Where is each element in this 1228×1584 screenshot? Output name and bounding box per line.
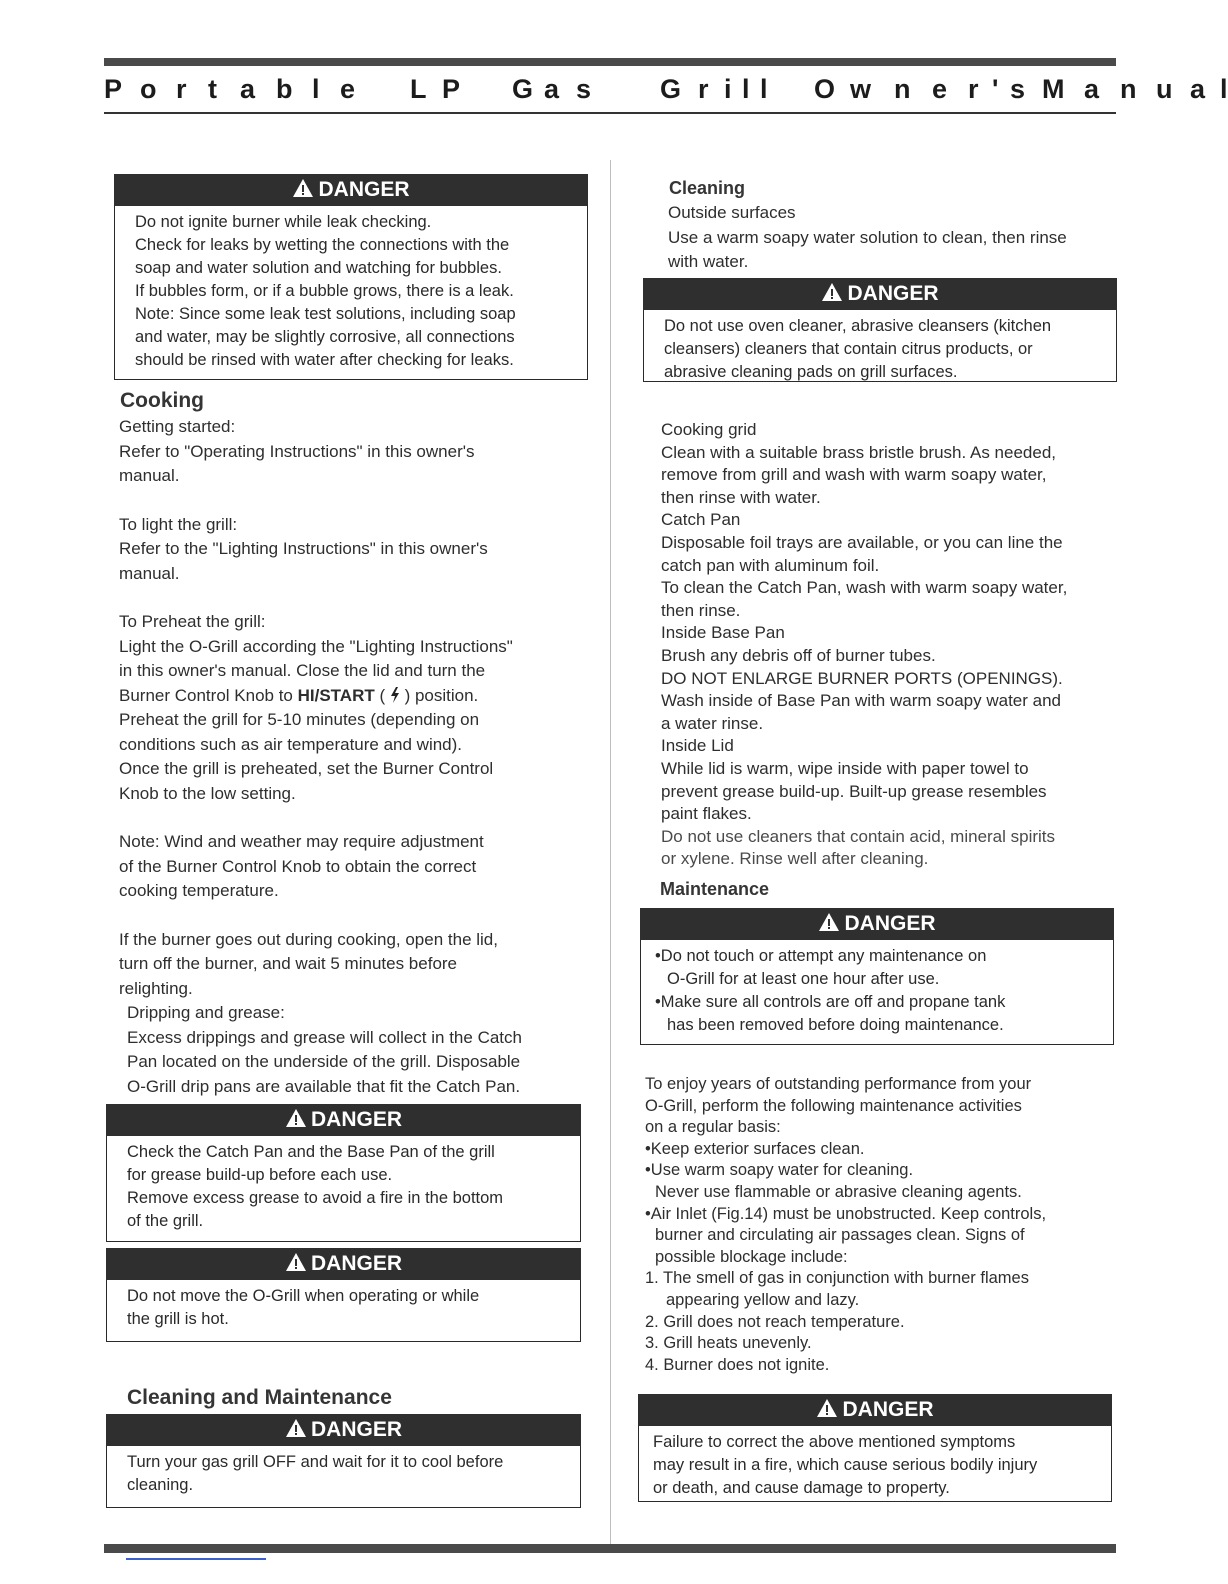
danger-box-grease (106, 1104, 581, 1242)
maintenance-heading: Maintenance (660, 879, 770, 899)
text-line: If the burner goes out during cooking, open the lid, (119, 929, 498, 949)
cleaning-heading: Cleaning (669, 178, 746, 198)
danger-line: O-Grill for at least one hour after use. (667, 970, 940, 988)
header-letter: b (276, 74, 293, 104)
text-line: Getting started: (119, 417, 236, 436)
list-item: 2. Grill does not reach temperature. (645, 1312, 905, 1331)
danger-line: for grease build-up before each use. (127, 1166, 393, 1184)
text-line: To light the grill: (119, 514, 238, 534)
header-letter: n (1120, 74, 1137, 104)
danger-line: of the grill. (127, 1212, 204, 1230)
text-line: on a regular basis: (645, 1118, 781, 1137)
header-letter: r (968, 74, 979, 104)
danger-header (638, 1394, 1112, 1426)
header-letter: l (760, 74, 768, 104)
danger-line: Failure to correct the above mentioned symptoms (653, 1433, 1016, 1451)
header-letter: a (544, 74, 560, 104)
text-line: with water. (668, 252, 749, 271)
header-letter: e (340, 74, 356, 104)
danger-header (106, 1104, 581, 1136)
text-line: O-Grill drip pans are available that fit the Catch Pan. (127, 1076, 521, 1096)
danger-header (643, 278, 1117, 310)
warning-triangle-icon (818, 912, 840, 932)
text-line: Note: Wind and weather may require adjustment (119, 832, 484, 851)
text-line: cooking temperature. (119, 881, 279, 900)
warning-triangle-icon (285, 1418, 307, 1438)
text-line: turn off the burner, and wait 5 minutes before (119, 954, 458, 973)
text-line: paint flakes. (661, 804, 752, 824)
text-line: •Air Inlet (Fig.14) must be unobstructed. Keep controls, (645, 1204, 1047, 1223)
cleaning-maintenance-heading: Cleaning and Maintenance (127, 1386, 392, 1409)
text-line: Disposable foil trays are available, or you can line the (661, 532, 1063, 552)
text-line: Pan located on the underside of the grill. Disposable (127, 1052, 521, 1071)
header-letter: r (698, 74, 709, 104)
danger-box-maintenance (640, 908, 1114, 1045)
header-letter: s (1010, 74, 1026, 104)
danger-line: may result in a fire, which cause serious bodily injury (653, 1456, 1038, 1474)
warning-triangle-icon (816, 1398, 838, 1418)
text-line (119, 684, 589, 709)
text-line: Knob to the low setting. (119, 783, 296, 803)
danger-line: the grill is hot. (127, 1310, 229, 1328)
danger-line: abrasive cleaning pads on grill surfaces. (664, 363, 958, 381)
text-line: Light the O-Grill according the "Lighting Instructions" (119, 636, 513, 656)
text-line: Outside surfaces (668, 203, 796, 222)
danger-label: DANGER (844, 912, 936, 935)
header-letter: ' (992, 74, 999, 104)
text-line: or xylene. Rinse well after cleaning. (661, 849, 929, 869)
warning-triangle-icon (285, 1108, 307, 1128)
header-letter: i (724, 74, 732, 104)
text-line: •Use warm soapy water for cleaning. (645, 1161, 914, 1180)
text-line: Inside Base Pan (661, 623, 785, 643)
danger-line: Remove excess grease to avoid a fire in the bottom (127, 1189, 504, 1207)
header-letter: a (1084, 74, 1100, 104)
lightning-bolt-icon (390, 687, 400, 703)
cooking-heading: Cooking (120, 389, 204, 412)
header-letter: l (1220, 74, 1228, 104)
header-letter: P (104, 74, 123, 104)
text-line: of the Burner Control Knob to obtain the correct (119, 856, 477, 876)
text-line: Dripping and grease: (127, 1003, 285, 1022)
cooking-text (119, 415, 589, 1099)
header-letter: t (208, 74, 217, 104)
danger-line: Note: Since some leak test solutions, including soap (135, 305, 516, 323)
text-span: ) position. (399, 685, 479, 705)
header-letter: s (576, 74, 592, 104)
danger-label: DANGER (318, 178, 410, 201)
top-rule-bar (104, 58, 1116, 66)
text-line: then rinse. (661, 600, 741, 620)
column-divider (610, 160, 611, 1550)
danger-line: Do not move the O-Grill when operating or while (127, 1287, 480, 1305)
header-letter: L (410, 74, 427, 104)
danger-box-leak-check (114, 174, 588, 380)
danger-label: DANGER (310, 1418, 402, 1441)
danger-line: cleansers) cleaners that contain citrus products, or (664, 340, 1033, 358)
danger-body (107, 1280, 580, 1331)
danger-line: soap and water solution and watching for bubbles. (135, 259, 502, 277)
header-letter: a (1190, 74, 1206, 104)
text-line: Refer to the "Lighting Instructions" in this owner's (119, 539, 488, 558)
danger-body (641, 940, 1113, 1037)
danger-header (114, 174, 588, 206)
text-line: To enjoy years of outstanding performance from your (645, 1075, 1032, 1093)
list-item: 3. Grill heats unevenly. (645, 1334, 812, 1353)
warning-triangle-icon (285, 1252, 307, 1272)
cleaning-detail-text (661, 419, 1121, 871)
text-line: Refer to "Operating Instructions" in this owner's (119, 441, 475, 461)
text-line: relighting. (119, 978, 193, 998)
text-span: ( (374, 685, 390, 705)
header-letter: o (140, 74, 157, 104)
warning-triangle-icon (821, 282, 843, 302)
danger-line: Do not use oven cleaner, abrasive cleansers (kitchen (664, 317, 1052, 335)
danger-line: has been removed before doing maintenance. (667, 1016, 1004, 1034)
danger-body (639, 1426, 1111, 1500)
danger-box-cool (106, 1414, 581, 1508)
header-letter: e (932, 74, 948, 104)
text-line: remove from grill and wash with warm soapy water, (661, 465, 1047, 485)
maintenance-text (645, 1074, 1120, 1376)
text-line: manual. (119, 563, 180, 583)
text-line: burner and circulating air passages clean. Signs of (655, 1226, 1025, 1245)
bottom-accent-line (126, 1558, 266, 1560)
text-line: Cooking grid (661, 420, 757, 439)
danger-body (107, 1446, 580, 1497)
header-letter: w (850, 74, 872, 104)
danger-body (107, 1136, 580, 1233)
danger-line: Do not ignite burner while leak checking. (135, 213, 432, 231)
text-line: •Keep exterior surfaces clean. (645, 1139, 865, 1158)
text-line: possible blockage include: (655, 1247, 848, 1266)
text-line: Inside Lid (661, 736, 734, 756)
text-line: manual. (119, 466, 180, 485)
text-line: Never use flammable or abrasive cleaning agents. (655, 1182, 1022, 1201)
header-letter: O (814, 74, 836, 104)
header-letter: G (512, 74, 534, 104)
text-line: While lid is warm, wipe inside with paper towel to (661, 758, 1029, 778)
text-line: Brush any debris off of burner tubes. (661, 645, 936, 665)
text-line: Clean with a suitable brass bristle brush. As needed, (661, 442, 1057, 462)
text-line: Use a warm soapy water solution to clean, then rinse (668, 227, 1067, 247)
header-letter: P (442, 74, 461, 104)
text-line: Once the grill is preheated, set the Burner Control (119, 759, 494, 778)
text-span: Burner Control Knob to (119, 685, 298, 705)
danger-label: DANGER (842, 1398, 934, 1421)
text-line: To Preheat the grill: (119, 612, 266, 631)
danger-line: •Do not touch or attempt any maintenance on (655, 947, 987, 965)
danger-label: DANGER (310, 1108, 402, 1131)
text-line: Excess drippings and grease will collect in the Catch (127, 1027, 522, 1047)
header-letter: a (240, 74, 256, 104)
danger-line: cleaning. (127, 1476, 194, 1494)
header-letter: G (660, 74, 682, 104)
danger-header (640, 908, 1114, 940)
page-header-title (104, 74, 1228, 108)
danger-body (115, 206, 587, 372)
danger-body (644, 310, 1116, 384)
text-line: catch pan with aluminum foil. (661, 555, 880, 575)
text-line: then rinse with water. (661, 487, 821, 507)
header-letter: l (312, 74, 320, 104)
header-letter: n (894, 74, 911, 104)
danger-box-oven-cleaner (643, 278, 1117, 382)
danger-line: Check for leaks by wetting the connections with the (135, 236, 510, 254)
text-line: a water rinse. (661, 713, 764, 733)
header-letter: u (1156, 74, 1173, 104)
danger-label: DANGER (310, 1252, 402, 1275)
danger-line: or death, and cause damage to property. (653, 1479, 950, 1497)
text-line: Do not use cleaners that contain acid, mineral spirits (661, 826, 1056, 846)
text-line: To clean the Catch Pan, wash with warm soapy water, (661, 578, 1068, 598)
text-line: prevent grease build-up. Built-up grease resembles (661, 781, 1047, 801)
danger-box-symptoms (638, 1394, 1112, 1502)
header-letter: l (742, 74, 750, 104)
danger-header (106, 1248, 581, 1280)
bottom-rule-bar (104, 1544, 1116, 1553)
danger-line: Check the Catch Pan and the Base Pan of the grill (127, 1143, 495, 1161)
outside-surfaces-text (668, 201, 1128, 275)
danger-line: If bubbles form, or if a bubble grows, there is a leak. (135, 282, 514, 300)
danger-line: should be rinsed with water after checking for leaks. (135, 351, 514, 369)
text-line: conditions such as air temperature and wind). (119, 734, 463, 754)
text-line: Preheat the grill for 5-10 minutes (depending on (119, 710, 480, 729)
danger-header (106, 1414, 581, 1446)
header-letter: r (176, 74, 187, 104)
text-line: in this owner's manual. Close the lid and turn the (119, 661, 486, 680)
danger-line: and water, may be slightly corrosive, all connections (135, 328, 515, 346)
danger-box-move (106, 1248, 581, 1342)
list-item: appearing yellow and lazy. (666, 1290, 860, 1309)
text-line: DO NOT ENLARGE BURNER PORTS (OPENINGS). (661, 668, 1063, 688)
header-rule (104, 112, 1116, 114)
list-item: 4. Burner does not ignite. (645, 1355, 830, 1374)
danger-line: •Make sure all controls are off and propane tank (655, 993, 1006, 1011)
danger-line: Turn your gas grill OFF and wait for it to cool before (127, 1453, 504, 1471)
text-line: Catch Pan (661, 510, 741, 530)
text-line: O-Grill, perform the following maintenance activities (645, 1096, 1022, 1115)
hi-start-label: HI/START (297, 685, 375, 705)
list-item: 1. The smell of gas in conjunction with burner flames (645, 1269, 1029, 1288)
text-line: Wash inside of Base Pan with warm soapy water and (661, 691, 1062, 711)
header-letter: M (1042, 74, 1065, 104)
danger-label: DANGER (847, 282, 939, 305)
warning-triangle-icon (292, 178, 314, 198)
